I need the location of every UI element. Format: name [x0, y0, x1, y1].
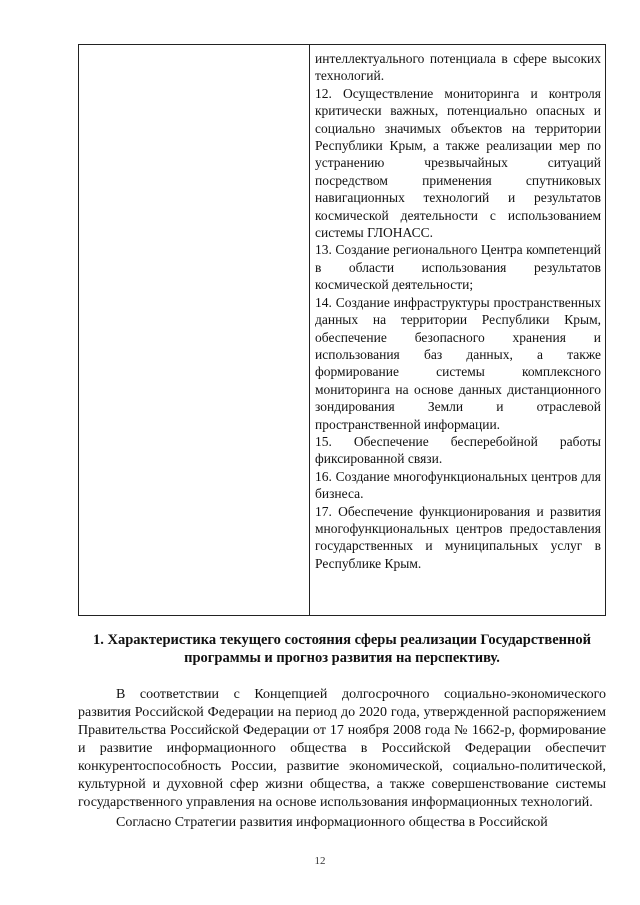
table-item-13: 13. Создание регионального Центра компетенций в области использования результатов космической деятельности; [315, 242, 601, 293]
program-table [78, 44, 606, 616]
table-column-divider [309, 45, 310, 615]
table-item-16: 16. Создание многофункциональных центров для бизнеса. [315, 468, 601, 502]
table-right-cell [315, 50, 601, 572]
body-paragraph: Согласно Стратегии развития информационного общества в Российской [116, 815, 548, 830]
table-item-12: 12. Осуществление мониторинга и контроля критически важных, потенциально опасных и социально значимых объектов на территории Республики Крым, а также реализации мер по устранению чрезвычайных ситуаций посредством применения спутниковых навигационных технологий и результатов космической деятельности с использованием системы ГЛОНАСС. [315, 85, 601, 241]
table-text-continuation: интеллектуального потенциала в сфере высоких технологий. [315, 51, 601, 84]
table-item-14: 14. Создание инфраструктуры пространственных данных на территории Республики Крым, обеспечение безопасного хранения и использования баз данных, а также формирование системы комплексного мониторинга на основе данных дистанционного зондирования Земли и отраслевой пространственной информации. [315, 294, 601, 432]
table-item-17: 17. Обеспечение функционирования и развития многофункциональных центров предоставления государственных и муниципальных услуг в Республике Крым. [315, 503, 601, 571]
section-heading: 1. Характеристика текущего состояния сферы реализации Государственной программы и прогноз развития на перспективу. [93, 632, 591, 666]
page-number: 12 [314, 855, 326, 867]
table-item-15: 15. Обеспечение бесперебойной работы фиксированной связи. [315, 433, 601, 467]
body-paragraph: В соответствии с Концепцией долгосрочного социально-экономического развития Российской Федерации на период до 2020 года, утвержденной распоряжением Правительства Российской Федерации от 17 ноября 2008 года № 1662-р, формирование и развитие информационного общества в Российской Федерации обеспечит конкурентоспособность России, развитие экономической, социально-политической, культурной и духовной сфер жизни общества, а также совершенствование системы государственного управления на основе использования информационных технологий. [78, 687, 606, 810]
section-body [78, 686, 606, 832]
